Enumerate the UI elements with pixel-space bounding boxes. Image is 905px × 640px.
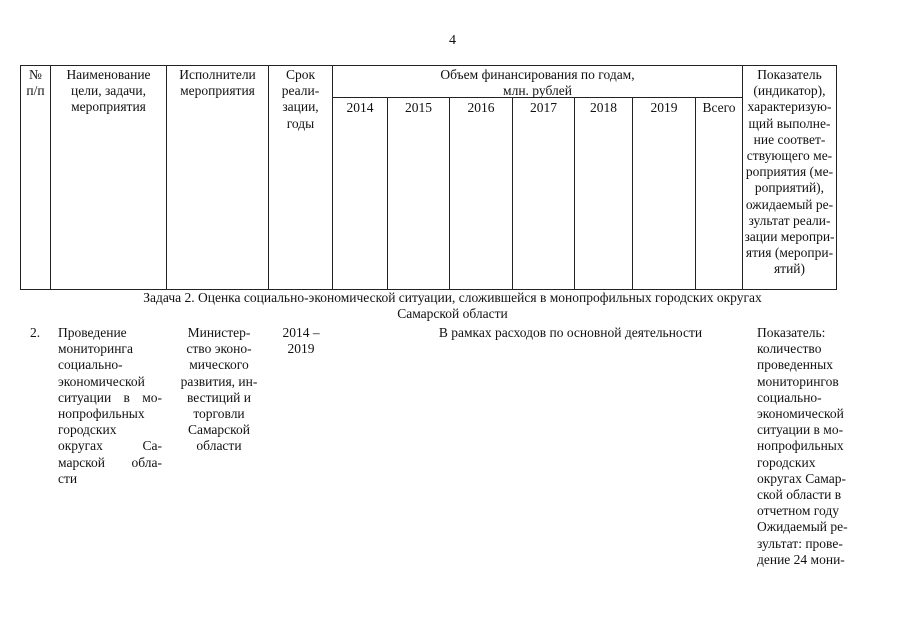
row-name-line: социально-: [58, 357, 123, 373]
row-name: [58, 325, 162, 487]
page-number: 4: [449, 33, 456, 48]
row-funding: В рамках расходов по основной деятельности: [438, 325, 703, 340]
year-2018: 2018: [590, 100, 617, 115]
row-name-line: Проведение: [58, 325, 127, 340]
year-2014: 2014: [346, 100, 374, 115]
year-total: Всего: [702, 100, 736, 115]
header-term: Срок реали- зации, годы: [281, 67, 320, 131]
row-name-line: сти: [58, 470, 78, 486]
row-name-line: ситуации в мо-: [58, 389, 162, 405]
header-num: № п/п: [26, 67, 45, 99]
task-heading-line2: Самарской области: [397, 306, 508, 321]
row-term: 2014 – 2019: [282, 325, 320, 357]
row-indicator: Показатель: количество проведенных мониторингов социально- экономической ситуации в мо- нопрофильных городских округах Самар- ской области в отчетном году Ожидаемый ре- зультат: прове- дение 24 мони-: [757, 325, 848, 567]
header-funding: Объем финансирования по годам, млн. рублей: [440, 67, 635, 99]
row-name-line: марской обла-: [58, 454, 162, 470]
task-heading-line1: Задача 2. Оценка социально-экономической ситуации, сложившейся в монопрофильных городских округах: [143, 290, 762, 305]
year-2019: 2019: [650, 100, 678, 115]
header-name: Наименование цели, задачи, мероприятия: [66, 67, 151, 115]
header-indicator: Показатель (индикатор), характеризую- щий выполне- ние соответ- ствующего ме- роприятия (ме- роприятий), ожидаемый ре- зультат реали- зации меропри- ятия (меропри- ятий): [744, 67, 835, 277]
row-name-line: мониторинга: [58, 341, 133, 357]
header-executors: Исполнители мероприятия: [179, 67, 256, 99]
row-name-line: экономической: [58, 373, 145, 389]
row-name-line: округах Са-: [58, 438, 162, 454]
year-2017: 2017: [530, 100, 557, 115]
year-2015: 2015: [405, 100, 432, 115]
row-name-line: городских: [58, 422, 117, 438]
row-number: 2.: [30, 325, 41, 340]
row-executor: Министер- ство эконо- мического развития, ин- вестиций и торговли Самарской области: [180, 325, 258, 454]
row-name-line: нопрофильных: [58, 406, 145, 422]
year-2016: 2016: [467, 100, 495, 115]
